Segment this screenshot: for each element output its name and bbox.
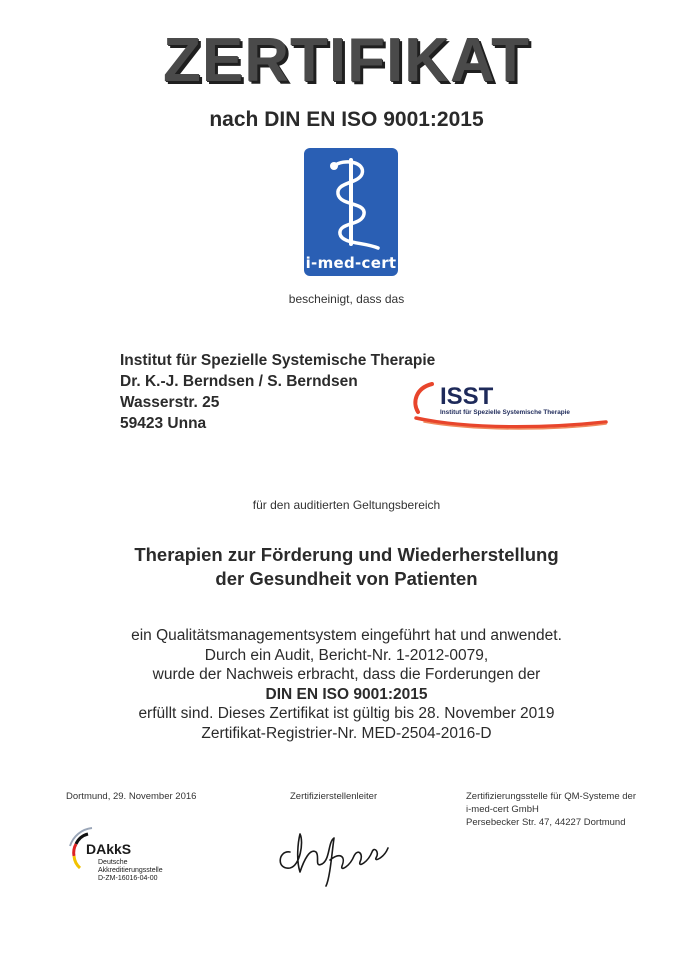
company-street: Wasserstr. 25: [120, 394, 220, 411]
dakks-line-2: Akkreditierungsstelle: [98, 867, 163, 874]
certificate-subtitle: nach DIN EN ISO 9001:2015: [209, 108, 484, 131]
statement-registration-number: Zertifikat-Registrier-Nr. MED-2504-2016-D: [201, 724, 492, 742]
scope-line-1: Therapien zur Förderung und Wiederherstellung: [134, 544, 559, 565]
company-city: 59423 Unna: [120, 415, 207, 432]
certification-body: [466, 790, 636, 829]
statement-validity: erfüllt sind. Dieses Zertifikat ist gültig bis 28. November 2019: [138, 705, 555, 722]
scope-line-2: der Gesundheit von Patienten: [215, 568, 478, 589]
statement-line-3: wurde der Nachweis erbracht, dass die Forderungen der: [152, 666, 541, 683]
certificate-title: ZERTIFIKAT: [162, 26, 530, 95]
dakks-line-1: Deutsche: [98, 859, 128, 866]
dakks-name: DAkkS: [86, 841, 132, 857]
certification-body-line-1: Zertifizierungsstelle für QM-Systeme der: [466, 791, 636, 802]
company-address: [120, 350, 435, 434]
statement-line-2: Durch ein Audit, Bericht-Nr. 1-2012-0079,: [204, 646, 489, 664]
i-med-cert-logo-text: i-med-cert: [305, 254, 397, 272]
statement-line-1: ein Qualitätsmanagementsystem eingeführt hat und anwendet.: [131, 627, 562, 644]
scope-intro: für den auditierten Geltungsbereich: [252, 498, 441, 512]
certification-statement: [0, 626, 693, 743]
dakks-logo: [66, 826, 216, 886]
company-persons: Dr. K.-J. Berndsen / S. Berndsen: [120, 373, 358, 390]
place-date: Dortmund, 29. November 2016: [66, 791, 197, 802]
certification-scope: [0, 543, 693, 591]
dakks-line-3: D-ZM-16016-04-00: [98, 875, 158, 882]
signature-icon: [270, 812, 400, 892]
signatory-label: Zertifizierstellenleiter: [290, 791, 378, 802]
certification-body-line-2: i-med-cert GmbH: [466, 804, 539, 815]
i-med-cert-logo: [304, 148, 398, 276]
certifies-text: bescheinigt, dass das: [288, 292, 405, 306]
company-name: Institut für Spezielle Systemische Therapie: [120, 352, 436, 369]
isst-logo-short: ISST: [440, 383, 494, 410]
statement-standard: DIN EN ISO 9001:2015: [265, 685, 428, 703]
isst-logo-long: Institut für Spezielle Systemische Therapie: [440, 409, 570, 416]
isst-logo: [410, 378, 610, 430]
certification-body-line-3: Persebecker Str. 47, 44227 Dortmund: [466, 817, 626, 828]
signature: [270, 812, 400, 892]
